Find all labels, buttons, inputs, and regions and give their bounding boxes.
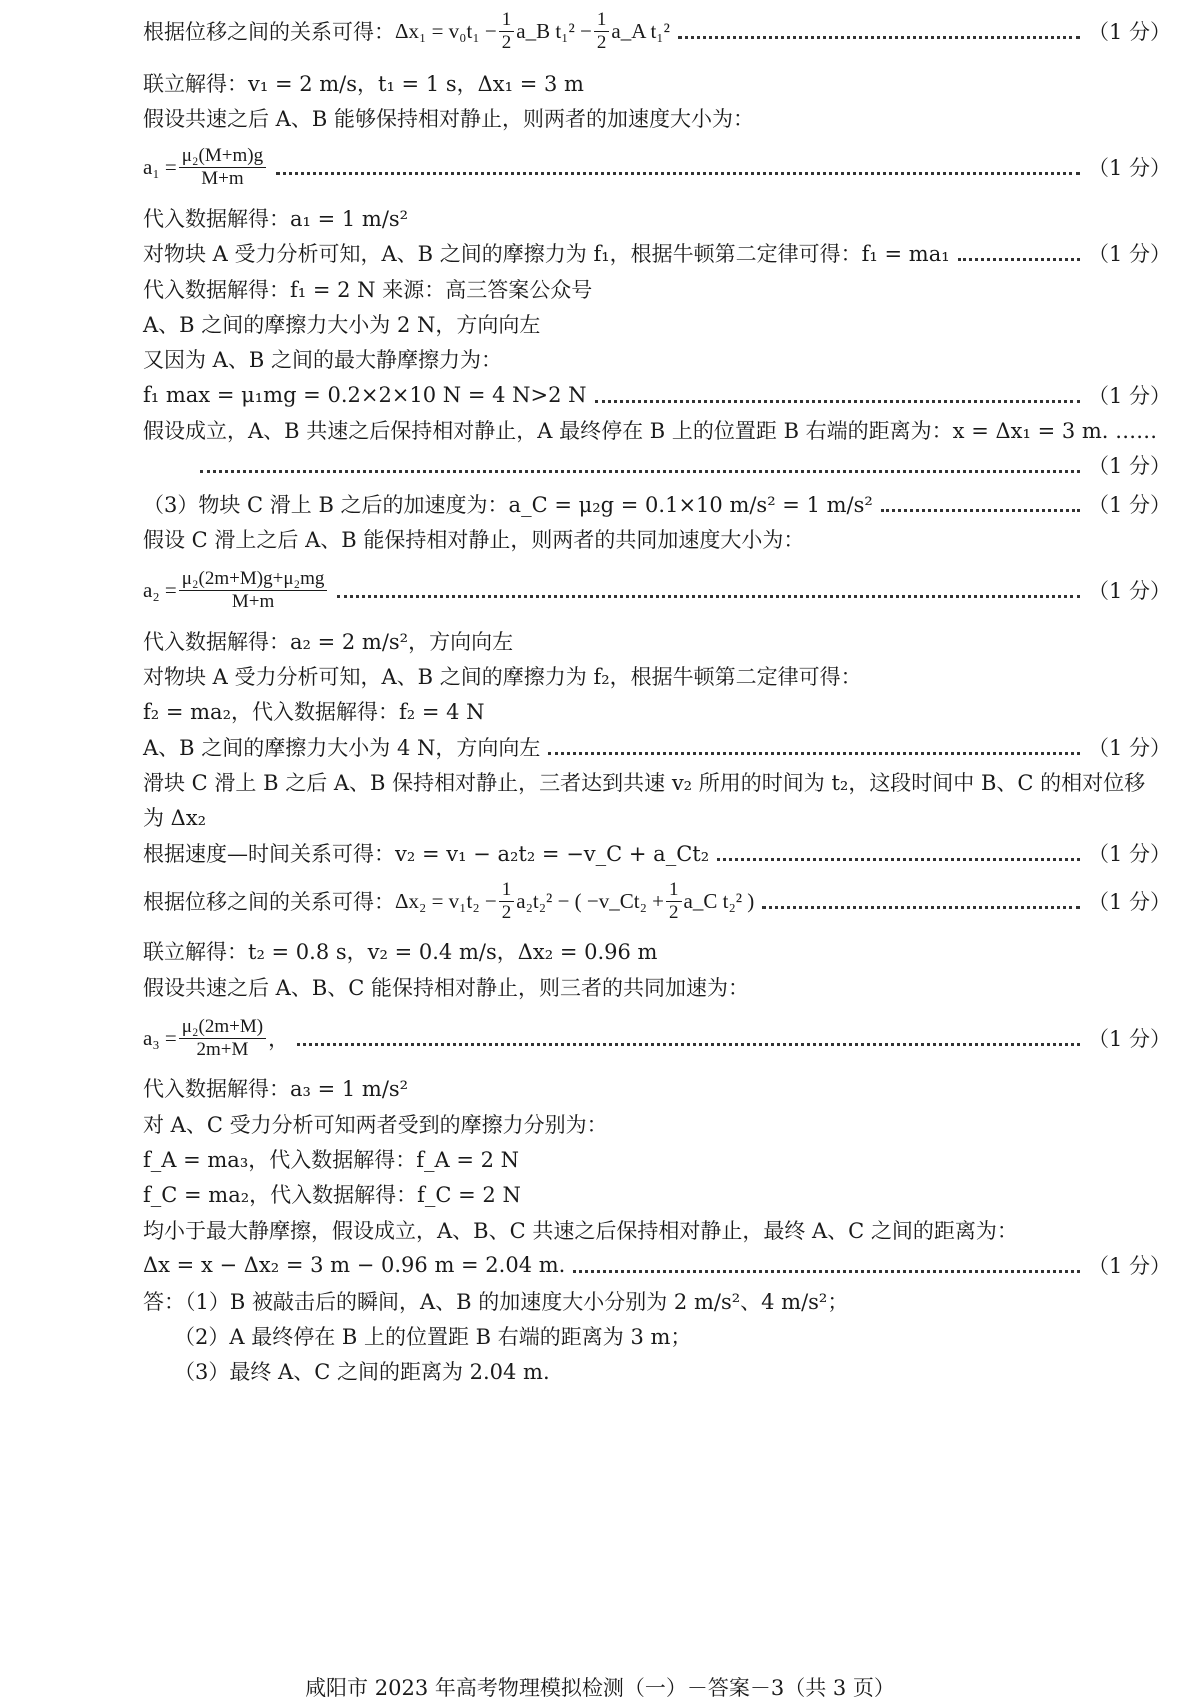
line-text: 为 Δx₂ bbox=[143, 806, 207, 830]
formula-dx2 bbox=[395, 879, 754, 924]
fraction bbox=[499, 879, 515, 924]
fraction bbox=[594, 9, 610, 54]
formula-part: a₂ = bbox=[143, 577, 177, 602]
leader-dots bbox=[762, 906, 1080, 909]
line-text: 假设成立，A、B 共速之后保持相对静止，A 最终停在 B 上的位置距 B 右端的距离为：x = Δx₁ = 3 m. …… bbox=[143, 419, 1158, 443]
line-final-distance-intro bbox=[143, 1213, 1171, 1247]
line-assume-2 bbox=[143, 522, 1171, 556]
formula-part: Δx₁ = v₀t₁ − bbox=[395, 18, 497, 43]
score: （1 分） bbox=[1087, 20, 1171, 44]
score: （1 分） bbox=[1087, 384, 1171, 408]
fraction bbox=[179, 145, 266, 190]
line-assume-3 bbox=[143, 970, 1171, 1004]
formula-a3 bbox=[143, 1016, 289, 1061]
denominator: 2m+M bbox=[196, 1038, 249, 1060]
line-displacement-relation-1 bbox=[143, 8, 1171, 53]
leader-dots bbox=[595, 400, 1080, 403]
score: （1 分） bbox=[1087, 890, 1171, 914]
formula-part: a_A t₁² bbox=[611, 18, 670, 43]
line-a2-value bbox=[143, 624, 1171, 658]
line-a1-formula bbox=[143, 144, 1171, 189]
line-a3-value bbox=[143, 1071, 1171, 1105]
line-text: （2）A 最终停在 B 上的位置距 B 右端的距离为 3 m； bbox=[174, 1325, 692, 1349]
line-text: 根据位移之间的关系可得： bbox=[143, 890, 395, 914]
line-text: 代入数据解得：a₃ = 1 m/s² bbox=[143, 1077, 409, 1101]
line-text: f₂ = ma₂，代入数据解得：f₂ = 4 N bbox=[143, 700, 485, 724]
line-text: f_A = ma₃，代入数据解得：f_A = 2 N bbox=[143, 1148, 520, 1172]
denominator: M+m bbox=[231, 590, 275, 612]
line-final-distance bbox=[143, 1248, 1171, 1282]
fraction bbox=[179, 1016, 266, 1061]
line-text: A、B 之间的摩擦力大小为 4 N，方向向左 bbox=[143, 736, 541, 760]
line-answer-1 bbox=[143, 1284, 1171, 1318]
line-text: 代入数据解得：a₁ = 1 m/s² bbox=[143, 207, 409, 231]
line-friction-ac bbox=[143, 1107, 1171, 1141]
line-text: 对物块 A 受力分析可知，A、B 之间的摩擦力为 f₁，根据牛顿第二定律可得：f₁ = ma₁ bbox=[143, 242, 950, 266]
line-fa bbox=[143, 1142, 1171, 1176]
line-velocity-time bbox=[143, 836, 1171, 870]
formula-a2 bbox=[143, 568, 329, 613]
line-text: 答：（1）B 被敲击后的瞬间，A、B 的加速度大小分别为 2 m/s²、4 m/s²； bbox=[143, 1290, 849, 1314]
line-assumption-holds bbox=[143, 413, 1171, 447]
line-text: 假设共速之后 A、B、C 能保持相对静止，则三者的共同加速为： bbox=[143, 976, 750, 1000]
score: （1 分） bbox=[1087, 1027, 1171, 1051]
line-part3-ac bbox=[143, 487, 1171, 521]
line-text: f_C = ma₂，代入数据解得：f_C = 2 N bbox=[143, 1183, 521, 1207]
formula-part: Δx₂ = v₁t₂ − bbox=[395, 888, 497, 913]
leader-dots bbox=[573, 1270, 1080, 1273]
line-a1-value bbox=[143, 201, 1171, 235]
leader-dots bbox=[678, 36, 1080, 39]
line-solve-1 bbox=[143, 66, 1171, 100]
line-text: f₁ max = μ₁mg = 0.2×2×10 N = 4 N>2 N bbox=[143, 383, 587, 407]
numerator: 1 bbox=[499, 879, 515, 902]
leader-dots bbox=[297, 1043, 1080, 1046]
formula-part: a₁ = bbox=[143, 154, 177, 179]
numerator: 1 bbox=[499, 9, 515, 32]
line-f2-direction bbox=[143, 730, 1171, 764]
line-answer-2 bbox=[174, 1319, 1171, 1353]
leader-dots bbox=[717, 858, 1080, 861]
line-text: 根据速度—时间关系可得：v₂ = v₁ − a₂t₂ = −v_C + a_Ct₂ bbox=[143, 842, 710, 866]
line-text: （3）物块 C 滑上 B 之后的加速度为：a_C = μ₂g = 0.1×10 m/s² = 1 m/s² bbox=[143, 493, 873, 517]
formula-a1 bbox=[143, 145, 268, 190]
fraction bbox=[499, 9, 515, 54]
denominator: 2 bbox=[669, 901, 679, 923]
score: （1 分） bbox=[1087, 156, 1171, 180]
line-text: 滑块 C 滑上 B 之后 A、B 保持相对静止，三者达到共速 v₂ 所用的时间为 t₂，这段时间中 B、C 的相对位移 bbox=[143, 771, 1146, 795]
line-assume-1 bbox=[143, 101, 1171, 135]
formula-part: ， bbox=[268, 1027, 290, 1051]
leader-dots bbox=[881, 509, 1080, 512]
fraction bbox=[179, 568, 328, 613]
line-text: A、B 之间的摩擦力大小为 2 N，方向向左 bbox=[143, 313, 541, 337]
line-fc bbox=[143, 1177, 1171, 1211]
score: （1 分） bbox=[1087, 493, 1171, 517]
denominator: 2 bbox=[501, 901, 512, 923]
leader-dots bbox=[958, 258, 1080, 261]
line-text: 假设共速之后 A、B 能够保持相对静止，则两者的加速度大小为： bbox=[143, 107, 754, 131]
leader-dots bbox=[200, 470, 1080, 473]
denominator: M+m bbox=[201, 167, 244, 189]
score: （1 分） bbox=[1087, 579, 1171, 603]
line-text: 联立解得：t₂ = 0.8 s，v₂ = 0.4 m/s，Δx₂ = 0.96 m bbox=[143, 940, 658, 964]
numerator: 1 bbox=[666, 879, 682, 902]
formula-part: a_C t₂² ) bbox=[683, 888, 755, 913]
score: （1 分） bbox=[1087, 242, 1171, 266]
score: （1 分） bbox=[1087, 1254, 1171, 1278]
line-displacement-relation-2 bbox=[143, 878, 1171, 923]
formula-dx1 bbox=[395, 9, 670, 54]
leader-dots bbox=[276, 172, 1080, 175]
formula-part: a₃ = bbox=[143, 1025, 177, 1050]
line-f2-newton bbox=[143, 659, 1171, 693]
line-answer-3 bbox=[174, 1354, 1171, 1388]
numerator: μ₂(2m+M)g+μ₂mg bbox=[179, 568, 328, 591]
line-text: 又因为 A、B 之间的最大静摩擦力为： bbox=[143, 348, 502, 372]
line-dx2-label bbox=[143, 800, 1171, 834]
line-solve-2 bbox=[143, 934, 1171, 968]
formula-part: a_B t₁² − bbox=[516, 18, 592, 43]
line-text: 均小于最大静摩擦，假设成立，A、B、C 共速之后保持相对静止，最终 A、C 之间的距离为： bbox=[143, 1219, 1018, 1243]
line-text: （3）最终 A、C 之间的距离为 2.04 m. bbox=[174, 1360, 550, 1384]
fraction bbox=[666, 879, 682, 924]
line-max-static bbox=[143, 342, 1171, 376]
line-f1-newton bbox=[143, 236, 1171, 270]
numerator: μ₂(M+m)g bbox=[179, 145, 266, 168]
leader-dots bbox=[548, 752, 1080, 755]
line-text: Δx = x − Δx₂ = 3 m − 0.96 m = 2.04 m. bbox=[143, 1253, 566, 1277]
line-text: 根据位移之间的关系可得： bbox=[143, 20, 395, 44]
formula-part: a₂t₂² − ( −v_Ct₂ + bbox=[516, 888, 665, 913]
line-text: 对 A、C 受力分析可知两者受到的摩擦力分别为： bbox=[143, 1113, 608, 1137]
numerator: μ₂(2m+M) bbox=[179, 1016, 266, 1039]
score: （1 分） bbox=[1087, 454, 1171, 478]
line-slider-c bbox=[143, 765, 1171, 799]
denominator: 2 bbox=[501, 31, 512, 53]
leader-dots bbox=[337, 595, 1080, 598]
numerator: 1 bbox=[594, 9, 610, 32]
page-footer: 咸阳市 2023 年高考物理模拟检测（一）－答案－3（共 3 页） bbox=[305, 1676, 895, 1700]
denominator: 2 bbox=[596, 31, 607, 53]
line-text: 代入数据解得：f₁ = 2 N 来源：高三答案公众号 bbox=[143, 278, 593, 302]
line-text: 假设 C 滑上之后 A、B 能保持相对静止，则两者的共同加速度大小为： bbox=[143, 528, 805, 552]
line-text: 代入数据解得：a₂ = 2 m/s²，方向向左 bbox=[143, 630, 514, 654]
score: （1 分） bbox=[1087, 842, 1171, 866]
line-f1-direction bbox=[143, 307, 1171, 341]
line-f2-value bbox=[143, 694, 1171, 728]
line-text: 对物块 A 受力分析可知，A、B 之间的摩擦力为 f₂，根据牛顿第二定律可得： bbox=[143, 665, 862, 689]
score: （1 分） bbox=[1087, 736, 1171, 760]
line-f1-value bbox=[143, 272, 1171, 306]
line-text: 联立解得：v₁ = 2 m/s，t₁ = 1 s，Δx₁ = 3 m bbox=[143, 72, 584, 96]
line-a3-formula bbox=[143, 1015, 1171, 1060]
line-continuation-dots bbox=[200, 448, 1171, 482]
line-f1max bbox=[143, 378, 1171, 412]
line-a2-formula bbox=[143, 567, 1171, 612]
